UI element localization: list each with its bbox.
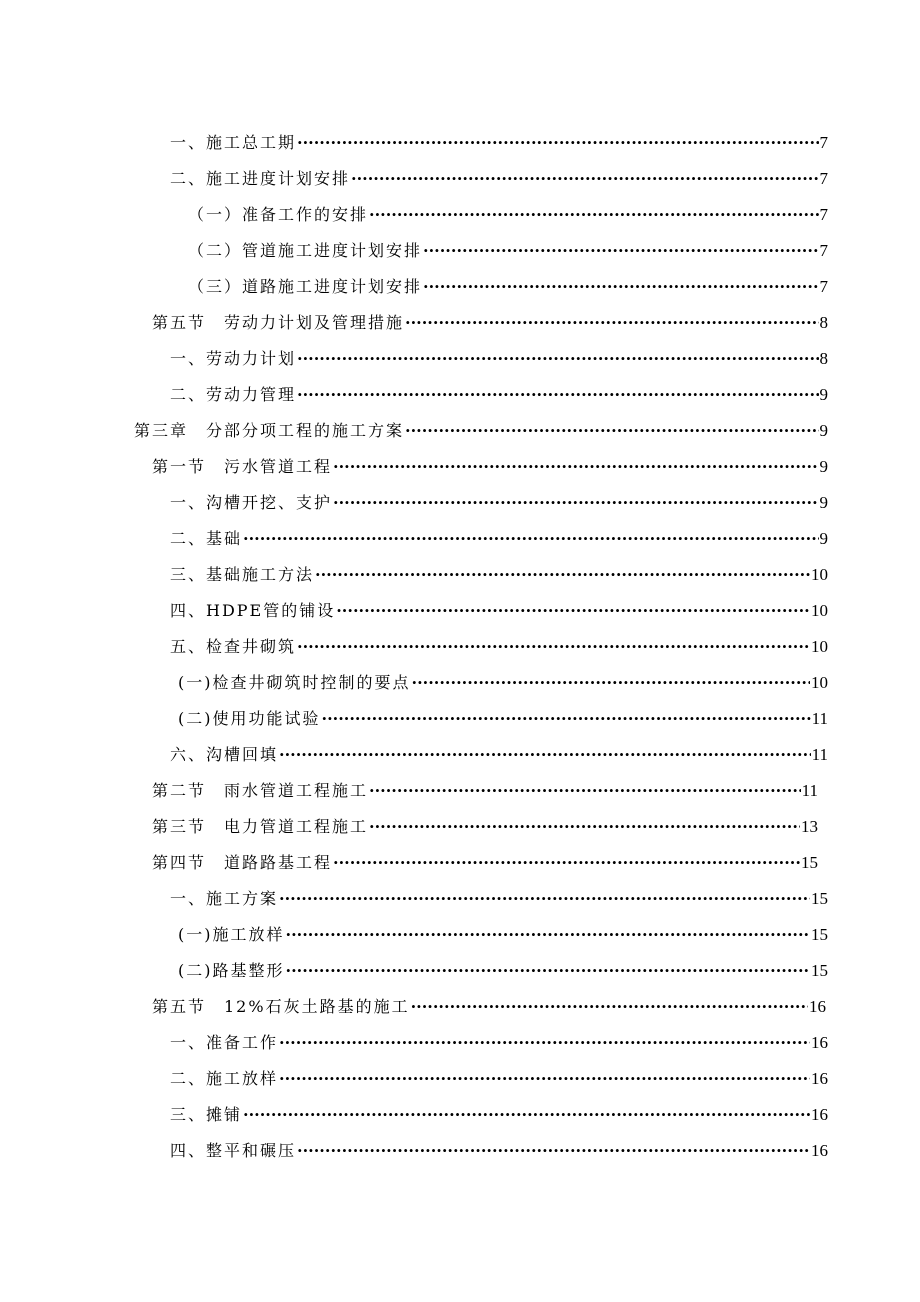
toc-entry-title: 一、沟槽开挖、支护 xyxy=(170,493,333,512)
toc-entry-page: 16 xyxy=(809,997,826,1016)
toc-entry-page: 7 xyxy=(819,133,828,152)
toc-entry-title: 四、整平和碾压 xyxy=(170,1141,297,1160)
toc-entry[interactable] xyxy=(178,954,828,988)
toc-entry-title: 二、施工放样 xyxy=(170,1069,279,1088)
toc-leader-dots xyxy=(333,846,800,880)
toc-entry-page: 8 xyxy=(819,313,828,332)
toc-entry-page: 15 xyxy=(801,853,818,872)
toc-leader-dots xyxy=(297,342,818,376)
toc-leader-dots xyxy=(369,810,800,844)
toc-entry-page: 9 xyxy=(819,493,828,512)
toc-entry[interactable] xyxy=(152,846,818,880)
toc-entry-title: 五、检查井砌筑 xyxy=(170,637,297,656)
toc-entry-title: 第五节 12%石灰土路基的施工 xyxy=(152,997,410,1016)
toc-leader-dots xyxy=(297,1134,810,1168)
toc-entry-title: 三、摊铺 xyxy=(170,1105,243,1124)
toc-entry-title: 第四节 道路路基工程 xyxy=(152,853,333,872)
toc-entry-title: 一、施工总工期 xyxy=(170,133,297,152)
toc-entry[interactable] xyxy=(170,126,828,160)
toc-leader-dots xyxy=(286,954,811,988)
toc-entry[interactable] xyxy=(170,162,828,196)
toc-entry-page: 16 xyxy=(811,1069,828,1088)
toc-entry-title: （三）道路施工进度计划安排 xyxy=(188,277,423,296)
toc-entry[interactable] xyxy=(170,882,828,916)
toc-leader-dots xyxy=(279,1062,810,1096)
toc-entry[interactable] xyxy=(170,738,828,772)
toc-entry[interactable] xyxy=(152,774,818,808)
toc-entry-page: 10 xyxy=(811,637,828,656)
toc-leader-dots xyxy=(405,414,818,448)
toc-entry-page: 16 xyxy=(811,1105,828,1124)
toc-entry-title: 第五节 劳动力计划及管理措施 xyxy=(152,313,405,332)
toc-entry-page: 13 xyxy=(801,817,818,836)
toc-entry[interactable] xyxy=(170,594,828,628)
toc-entry[interactable] xyxy=(170,1026,828,1060)
toc-leader-dots xyxy=(405,306,818,340)
toc-leader-dots xyxy=(423,234,818,268)
toc-leader-dots xyxy=(336,594,810,628)
toc-leader-dots xyxy=(423,270,818,304)
toc-entry-page: 11 xyxy=(811,709,828,728)
toc-leader-dots xyxy=(412,666,811,700)
toc-entry-title: 四、HDPE管的铺设 xyxy=(170,601,336,620)
toc-leader-dots xyxy=(315,558,810,592)
toc-entry-page: 10 xyxy=(811,565,828,584)
toc-leader-dots xyxy=(411,990,808,1024)
toc-entry-page: 10 xyxy=(811,673,828,692)
toc-leader-dots xyxy=(279,738,811,772)
toc-entry-page: 16 xyxy=(811,1033,828,1052)
toc-leader-dots xyxy=(286,918,811,952)
toc-leader-dots xyxy=(333,450,818,484)
toc-entry[interactable] xyxy=(170,1062,828,1096)
toc-entry-page: 9 xyxy=(819,385,828,404)
toc-entry-title: 第三章 分部分项工程的施工方案 xyxy=(134,421,405,440)
toc-entry[interactable] xyxy=(170,378,828,412)
toc-entry[interactable] xyxy=(152,990,826,1024)
toc-leader-dots xyxy=(243,1098,810,1132)
toc-entry-title: 第二节 雨水管道工程施工 xyxy=(152,781,369,800)
toc-leader-dots xyxy=(369,198,818,232)
toc-entry-title: 第三节 电力管道工程施工 xyxy=(152,817,369,836)
toc-entry-title: 二、劳动力管理 xyxy=(170,385,297,404)
toc-entry-page: 9 xyxy=(819,421,828,440)
toc-entry[interactable] xyxy=(188,234,828,268)
toc-leader-dots xyxy=(322,702,811,736)
toc-leader-dots xyxy=(279,1026,810,1060)
toc-entry-title: （二）管道施工进度计划安排 xyxy=(188,241,423,260)
toc-entry-page: 16 xyxy=(811,1141,828,1160)
toc-entry[interactable] xyxy=(170,1098,828,1132)
toc-entry-title: 一、劳动力计划 xyxy=(170,349,297,368)
toc-entry-title: 一、施工方案 xyxy=(170,889,279,908)
toc-entry[interactable] xyxy=(170,486,828,520)
toc-entry-title: 六、沟槽回填 xyxy=(170,745,279,764)
toc-entry-title: 二、基础 xyxy=(170,529,243,548)
toc-leader-dots xyxy=(297,630,810,664)
toc-entry-title: 三、基础施工方法 xyxy=(170,565,315,584)
toc-leader-dots xyxy=(297,378,818,412)
toc-entry-title: (一)检查井砌筑时控制的要点 xyxy=(178,673,411,692)
toc-leader-dots xyxy=(333,486,818,520)
toc-entry-title: 第一节 污水管道工程 xyxy=(152,457,333,476)
toc-entry-page: 10 xyxy=(811,601,828,620)
toc-entry[interactable] xyxy=(170,1134,828,1168)
toc-entry-title: (一)施工放样 xyxy=(178,925,285,944)
toc-entry-page: 7 xyxy=(819,241,828,260)
toc-entry[interactable] xyxy=(152,306,828,340)
toc-entry-title: (二)使用功能试验 xyxy=(178,709,321,728)
toc-entry[interactable] xyxy=(178,918,828,952)
toc-leader-dots xyxy=(279,882,810,916)
toc-entry-page: 15 xyxy=(811,925,828,944)
toc-entry[interactable] xyxy=(134,414,828,448)
toc-entry-page: 9 xyxy=(819,457,828,476)
toc-entry-title: 二、施工进度计划安排 xyxy=(170,169,351,188)
toc-leader-dots xyxy=(351,162,818,196)
toc-entry[interactable] xyxy=(170,522,828,556)
toc-entry-page: 7 xyxy=(819,169,828,188)
toc-entry-title: (二)路基整形 xyxy=(178,961,285,980)
toc-entry-page: 15 xyxy=(811,961,828,980)
toc-entry[interactable] xyxy=(152,450,828,484)
toc-entry-page: 7 xyxy=(819,277,828,296)
toc-entry-page: 7 xyxy=(819,205,828,224)
toc-entry[interactable] xyxy=(170,630,828,664)
toc-entry[interactable] xyxy=(178,666,828,700)
toc-entry[interactable] xyxy=(170,558,828,592)
toc-entry-title: 一、准备工作 xyxy=(170,1033,279,1052)
toc-entry-page: 15 xyxy=(811,889,828,908)
toc-entry-page: 9 xyxy=(819,529,828,548)
toc-entry[interactable] xyxy=(188,198,828,232)
toc-entry-page: 11 xyxy=(811,745,828,764)
toc-entry[interactable] xyxy=(188,270,828,304)
toc-entry-title: （一）准备工作的安排 xyxy=(188,205,369,224)
toc-entry[interactable] xyxy=(170,342,828,376)
toc-leader-dots xyxy=(369,774,801,808)
toc-leader-dots xyxy=(297,126,818,160)
toc-entry[interactable] xyxy=(178,702,828,736)
toc-entry-page: 11 xyxy=(801,781,818,800)
toc-leader-dots xyxy=(243,522,818,556)
toc-entry-page: 8 xyxy=(819,349,828,368)
toc-entry[interactable] xyxy=(152,810,818,844)
